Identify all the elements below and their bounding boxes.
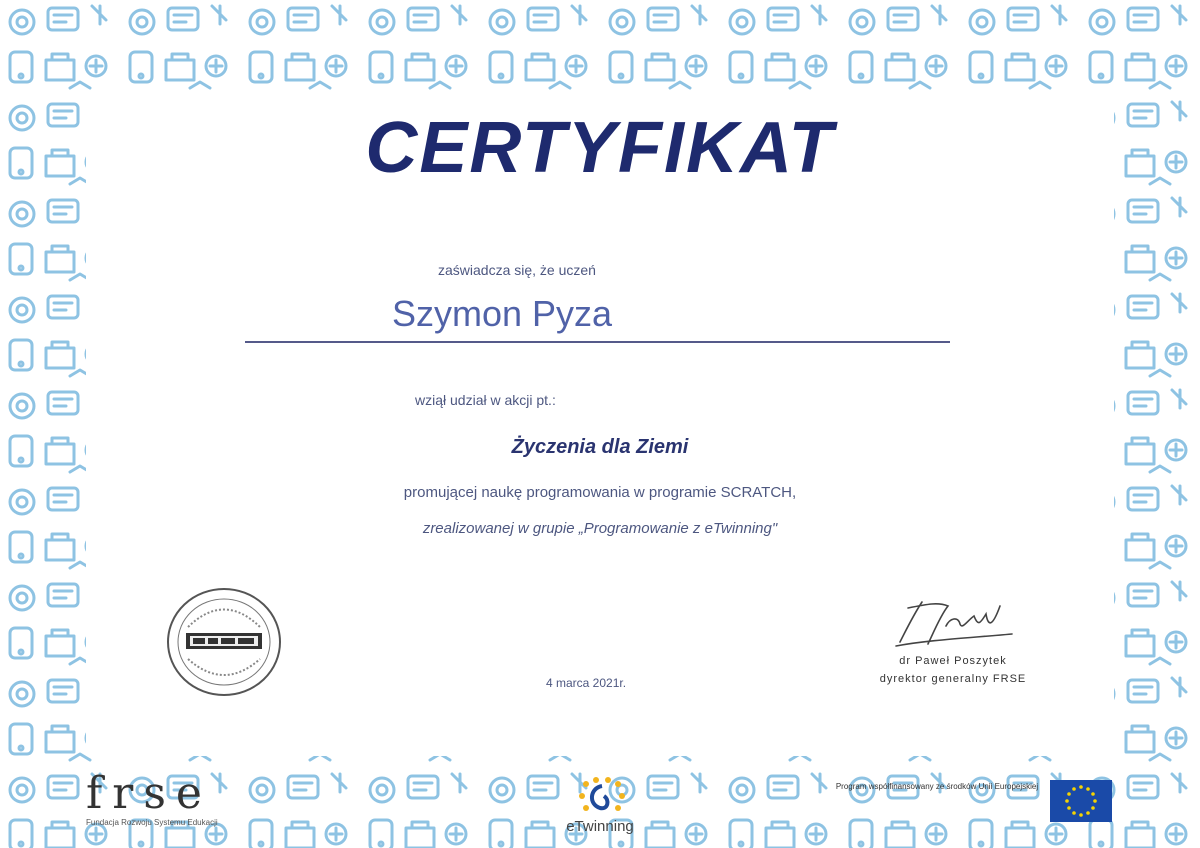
description-line-1: promującej naukę programowania w programie SCRATCH, [403, 484, 797, 501]
eu-caption: Program współfinansowany ze środków Unii Europejskiej [835, 782, 1039, 791]
eu-flag-icon [1050, 780, 1112, 822]
signer-block [848, 652, 1058, 688]
action-title: Życzenia dla Ziemi [511, 436, 689, 458]
intro-text: zaświadcza się, że uczeń [438, 262, 596, 278]
signer-role: dyrektor generalny FRSE [879, 673, 1027, 685]
frse-tagline: Fundacja Rozwoju Systemu Edukacji [86, 818, 218, 827]
issue-date: 4 marca 2021r. [546, 676, 627, 690]
etwinning-label: eTwinning [566, 818, 634, 835]
description-line-2: zrealizowanej w grupie „Programowanie z eTwinning" [422, 520, 778, 537]
frse-wordmark: frse [86, 768, 212, 819]
student-name: Szymon Pyza [392, 293, 613, 334]
signer-name: dr Paweł Poszytek [899, 655, 1007, 667]
school-stamp [166, 587, 282, 697]
frse-logo [86, 770, 246, 827]
certificate-title: CERTYFIKAT [365, 108, 835, 188]
participation-text: wziął udział w akcji pt.: [415, 392, 556, 408]
signature [888, 596, 1018, 650]
name-underline [245, 341, 950, 343]
